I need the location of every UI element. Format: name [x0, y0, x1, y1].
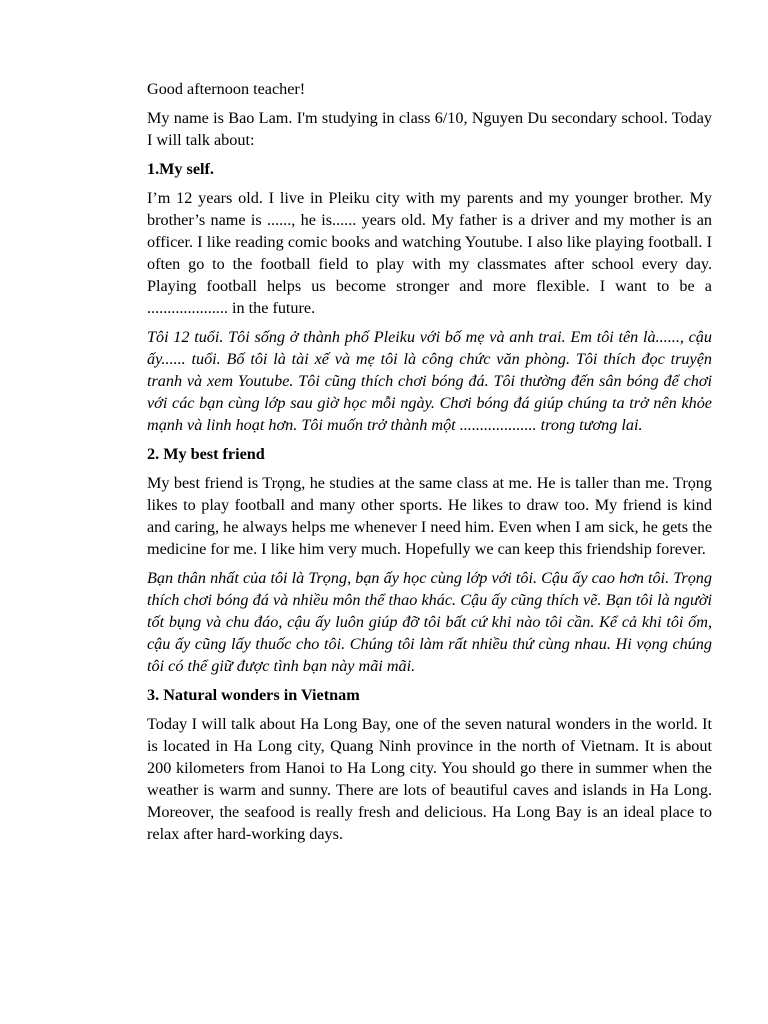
greeting: Good afternoon teacher! — [147, 80, 306, 98]
best-friend-vietnamese-paragraph: Bạn thân nhất của tôi là Trọng, bạn ấy học cùng lớp với tôi. Cậu ấy cao hơn tôi. Trọng thích chơi bóng đá và nhiều môn thể thao khác. Cậu ấy cũng thích vẽ. Bạn tôi là người tốt bụng và chu đáo, cậu ấy luôn giúp đỡ tôi bất cứ khi nào tôi cần. Kể cả khi tôi ốm, cậu ấy cũng lấy thuốc cho tôi. Chúng tôi làm rất nhiều thứ cùng nhau. Hi vọng chúng tôi có thể giữ được tình bạn này mãi mãi. — [147, 569, 712, 675]
document-page — [147, 78, 712, 852]
section-heading-natural-wonders: 3. Natural wonders in Vietnam — [147, 686, 360, 704]
best-friend-english-paragraph: My best friend is Trọng, he studies at the same class at me. He is taller than me. Trọng likes to play football and many other sports. He likes to draw too. My friend is kind and caring, he always helps me whenever I need him. Even when I am sick, he gets the medicine for me. I like him very much. Hopefully we can keep this friendship forever. — [147, 474, 712, 558]
section-heading-best-friend: 2. My best friend — [147, 445, 265, 463]
section-heading-myself: 1.My self. — [147, 160, 214, 178]
natural-wonders-english-paragraph: Today I will talk about Ha Long Bay, one of the seven natural wonders in the world. It is located in Ha Long city, Quang Ninh province in the north of Vietnam. It is about 200 kilometers from Hanoi to Ha Long city. You should go there in summer when the weather is warm and sunny. There are lots of beautiful caves and islands in Ha Long. Moreover, the seafood is really fresh and delicious. Ha Long Bay is an ideal place to relax after hard-working days. — [147, 715, 712, 843]
intro-paragraph: My name is Bao Lam. I'm studying in class 6/10, Nguyen Du secondary school. Today I will talk about: — [147, 109, 712, 149]
myself-vietnamese-paragraph: Tôi 12 tuổi. Tôi sống ở thành phố Pleiku với bố mẹ và anh trai. Em tôi tên là......, cậu ấy...... tuổi. Bố tôi là tài xế và mẹ tôi là công chức văn phòng. Tôi thích đọc truyện tranh và xem Youtube. Tôi cũng thích chơi bóng đá. Tôi thường đến sân bóng để chơi với các bạn cùng lớp sau giờ học mỗi ngày. Chơi bóng đá giúp chúng ta trở nên khỏe mạnh và linh hoạt hơn. Tôi muốn trở thành một ................... trong tương lai. — [147, 328, 712, 434]
myself-english-paragraph: I’m 12 years old. I live in Pleiku city with my parents and my younger brother. My brother’s name is ......, he is...... years old. My father is a driver and my mother is an officer. I like reading comic books and watching Youtube. I also like playing football. I often go to the football field to play with my classmates after school every day. Playing football helps us become stronger and more flexible. I want to be a .................... in the future. — [147, 189, 712, 317]
